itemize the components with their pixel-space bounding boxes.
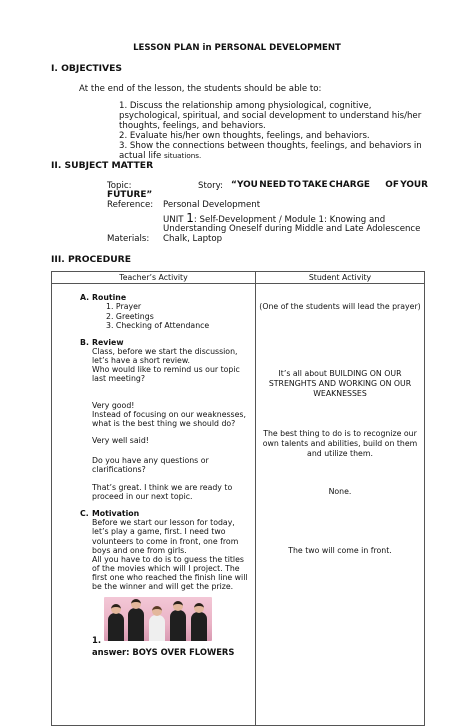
topic-title-line-2: FUTURE”: [107, 190, 153, 200]
review-text: clarifications?: [92, 465, 146, 474]
review-text: what is the best thing we should do?: [92, 419, 236, 428]
routine-item: 3. Checking of Attendance: [106, 321, 210, 330]
motivation-letter: C.: [80, 509, 89, 518]
topic-word: TO: [287, 180, 302, 190]
student-review-response: WEAKNESSES: [313, 389, 367, 398]
motivation-answer: answer: BOYS OVER FLOWERS: [92, 647, 235, 657]
motivation-text: All you have to do is to guess the titles: [92, 555, 244, 564]
student-activity-header: Student Activity: [256, 272, 425, 284]
movie-photo: [104, 597, 212, 641]
review-text: That’s great. I think we are ready to: [92, 483, 233, 492]
routine-heading: Routine: [92, 293, 127, 302]
objective-item-2: 2. Evaluate his/her own thoughts, feelings, and behaviors.: [119, 131, 370, 141]
topic-word: TAKE: [302, 180, 328, 190]
page-title: LESSON PLAN in PERSONAL DEVELOPMENT: [133, 43, 341, 53]
student-review-response: STRENGHTS AND WORKING ON OUR: [268, 379, 412, 388]
review-text: proceed in our next topic.: [92, 492, 193, 501]
routine-letter: A.: [80, 293, 90, 302]
topic-word: OF: [385, 180, 399, 190]
motivation-text: of the movies which will I project. The: [92, 564, 240, 573]
review-text: let’s have a short review.: [92, 356, 190, 365]
student-review-response: and utilize them.: [307, 449, 373, 458]
review-letter: B.: [80, 338, 89, 347]
review-text: Very well said!: [92, 436, 149, 445]
procedure-heading: III. PROCEDURE: [51, 254, 132, 265]
motivation-heading: Motivation: [92, 509, 140, 518]
subject-matter-heading: II. SUBJECT MATTER: [51, 160, 154, 171]
student-motivation-response: The two will come in front.: [288, 546, 392, 555]
student-review-response: The best thing to do is to recognize our: [263, 429, 417, 438]
motivation-item-number: 1.: [92, 635, 102, 645]
student-review-response: own talents and abilities, build on them: [262, 439, 418, 448]
objective-item-1-line-2: psychological, spiritual, and social development to understand his/her: [119, 111, 422, 121]
objective-item-3-tail: situations.: [164, 151, 202, 160]
objective-item-1-line-1: 1. Discuss the relationship among physiological, cognitive,: [119, 101, 372, 111]
objective-item-3-text: actual life: [119, 151, 162, 161]
review-text: Instead of focusing on our weaknesses,: [92, 410, 246, 419]
review-text: last meeting?: [92, 374, 145, 383]
topic-word: CHARGE: [328, 180, 370, 190]
reference-value: Personal Development: [163, 200, 261, 210]
student-activity-cell: [256, 284, 425, 726]
reference-label: Reference:: [107, 200, 154, 210]
unit-prefix: UNIT: [163, 215, 184, 225]
topic-word: “YOU: [231, 180, 258, 190]
objectives-intro: At the end of the lesson, the students should be able to:: [79, 84, 322, 94]
objective-item-3-line-1: 3. Show the connections between thoughts, feelings, and behaviors in: [119, 141, 422, 151]
review-text: Who would like to remind us our topic: [92, 365, 240, 374]
unit-line-2: Understanding Oneself during Middle and Late Adolescence: [163, 224, 421, 234]
review-text: Class, before we start the discussion,: [92, 347, 238, 356]
teacher-activity-header: Teacher’s Activity: [52, 272, 256, 284]
topic-word: NEED: [259, 180, 287, 190]
motivation-text: Before we start our lesson for today,: [92, 518, 235, 527]
unit-number: 1: [186, 211, 194, 225]
unit-description: : Self-Development / Module 1: Knowing and: [193, 215, 386, 225]
motivation-text: first one who reached the finish line will: [92, 573, 248, 582]
motivation-text: volunteers to come in front, one from: [92, 537, 239, 546]
student-review-response: None.: [328, 487, 352, 496]
review-text: Do you have any questions or: [92, 456, 209, 465]
objective-item-1-line-3: thoughts, feelings, and behaviors.: [119, 121, 266, 131]
materials-label: Materials:: [107, 234, 150, 244]
student-routine-response: (One of the students will lead the prayer): [259, 302, 421, 311]
topic-title-line-1: [231, 180, 428, 191]
routine-item: 1. Prayer: [106, 302, 142, 311]
routine-item: 2. Greetings: [106, 312, 154, 321]
topic-label: Topic:: [107, 181, 132, 191]
motivation-text: be the winner and will get the prize.: [92, 582, 234, 591]
topic-story-label: Story:: [198, 181, 223, 191]
review-text: Very good!: [92, 401, 135, 410]
materials-value: Chalk, Laptop: [163, 234, 223, 244]
motivation-text: let’s play a game, first. I need two: [92, 527, 226, 536]
motivation-text: boys and one from girls.: [92, 546, 187, 555]
student-review-response: It’s all about BUILDING ON OUR: [278, 369, 402, 378]
objectives-heading: I. OBJECTIVES: [51, 63, 123, 74]
topic-word: YOUR: [400, 180, 428, 190]
review-heading: Review: [92, 338, 124, 347]
